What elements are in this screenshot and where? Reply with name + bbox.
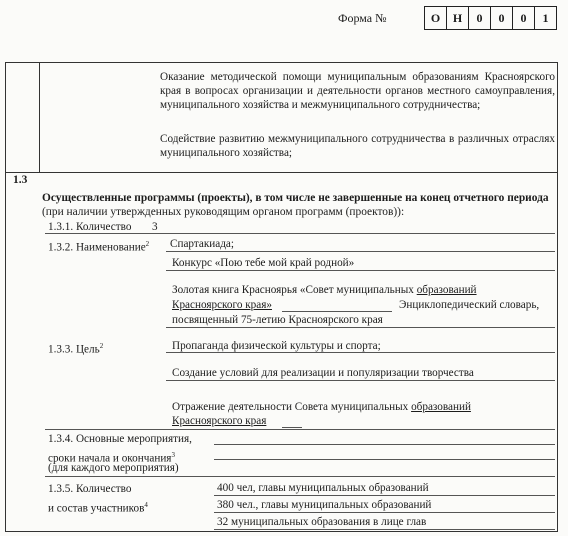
- form-code-char: О: [425, 7, 447, 29]
- participant-entry: 380 чел., главы муниципальных образований: [217, 499, 432, 511]
- section-heading: [42, 191, 554, 219]
- paragraph-methodical-help: Оказание методической помощи муниципальным образованиям Красноярского края в вопросах организации и деятельности органов местного самоуправления, муниципального хозяйства и межмуниципального сотрудничества;: [160, 71, 555, 111]
- field-line: [166, 251, 555, 252]
- events-label-2-text: сроки начала и окончания: [48, 452, 172, 465]
- name-item-golden-book-line2: [172, 298, 272, 312]
- form-code-char: 1: [542, 10, 549, 25]
- participants-label-2-text: и состав участников: [48, 502, 145, 515]
- golden-book-link-cont: Красноярского края»: [172, 299, 272, 311]
- name-label-text: 1.3.2. Наименование: [48, 241, 146, 254]
- field-line: [214, 512, 555, 513]
- footnote-ref: 4: [144, 501, 148, 509]
- name-item-encyclopedia: Энциклопедический словарь,: [399, 299, 540, 311]
- row-divider: [5, 172, 558, 173]
- name-item-anniversary: посвященный 75-летию Красноярского края: [172, 314, 383, 326]
- form-number-label: Форма №: [338, 11, 387, 25]
- participant-entry: 32 муниципальных образования в лице глав: [217, 516, 427, 528]
- form-code-boxes: [424, 6, 557, 30]
- participants-label-1: 1.3.5. Количество: [48, 483, 132, 495]
- goal-item-council-cont: [172, 414, 266, 428]
- column-divider: [39, 62, 40, 172]
- footnote-ref: 2: [99, 342, 104, 350]
- participants-label-2: [48, 498, 148, 516]
- paragraph-cooperation: Содействие развитию межмуниципального сотрудничества в различных отраслях муниципального хозяйства;: [160, 133, 555, 159]
- goal-item-sport: Пропаганда физической культуры и спорта;: [172, 340, 381, 352]
- goal-council-link-cont: Красноярского края: [172, 415, 267, 427]
- goal-item-council: [172, 400, 471, 414]
- form-code-char: 0: [513, 7, 535, 29]
- participant-entry: 400 чел, главы муниципальных образований: [217, 482, 429, 494]
- footnote-ref: 2: [145, 240, 150, 248]
- name-item-spartakiada: Спартакиада;: [170, 238, 235, 250]
- name-item-contest: Конкурс «Пою тебе мой край родной»: [172, 257, 355, 269]
- golden-book-text: Золотая книга Красноярья «Совет муниципальных: [172, 284, 414, 296]
- field-line: [45, 429, 555, 430]
- field-line: [166, 380, 555, 381]
- count-label: 1.3.1. Количество: [48, 221, 132, 233]
- goal-label: [48, 339, 103, 357]
- goal-council-text: Отражение деятельности Совета муниципальных: [172, 401, 409, 413]
- events-label-1: 1.3.4. Основные мероприятия,: [48, 433, 192, 445]
- field-line: [282, 311, 392, 312]
- goal-item-creativity: Создание условий для реализации и популяризации творчества: [172, 367, 474, 379]
- goal-label-text: 1.3.3. Цель: [48, 343, 100, 356]
- section-heading-note: (при наличии утвержденных руководящим органом программ (проектов)):: [42, 206, 405, 218]
- form-code-char: 0: [469, 7, 491, 29]
- goal-council-link: образований: [411, 401, 471, 413]
- count-value: 3: [152, 221, 158, 233]
- field-line: [166, 352, 555, 353]
- name-item-golden-book-line1: [172, 283, 477, 297]
- field-line: [166, 270, 555, 271]
- golden-book-link: образований: [416, 284, 477, 296]
- footnote-ref: 3: [171, 451, 175, 459]
- field-line: [214, 459, 555, 460]
- field-line: [45, 476, 555, 477]
- name-label: [48, 237, 149, 255]
- field-line: [214, 495, 555, 496]
- field-line: [214, 529, 555, 530]
- field-line: [282, 427, 302, 428]
- form-code-char: 0: [491, 7, 513, 29]
- field-line: [214, 444, 555, 445]
- section-heading-bold: Осуществленные программы (проекты), в том числе не завершенные на конец отчетного периода: [42, 192, 549, 204]
- field-line: [166, 327, 555, 328]
- form-code-char: Н: [447, 7, 469, 29]
- field-line: [45, 233, 555, 234]
- events-label-3: (для каждого мероприятия): [48, 462, 179, 474]
- section-number: 1.3: [13, 174, 28, 186]
